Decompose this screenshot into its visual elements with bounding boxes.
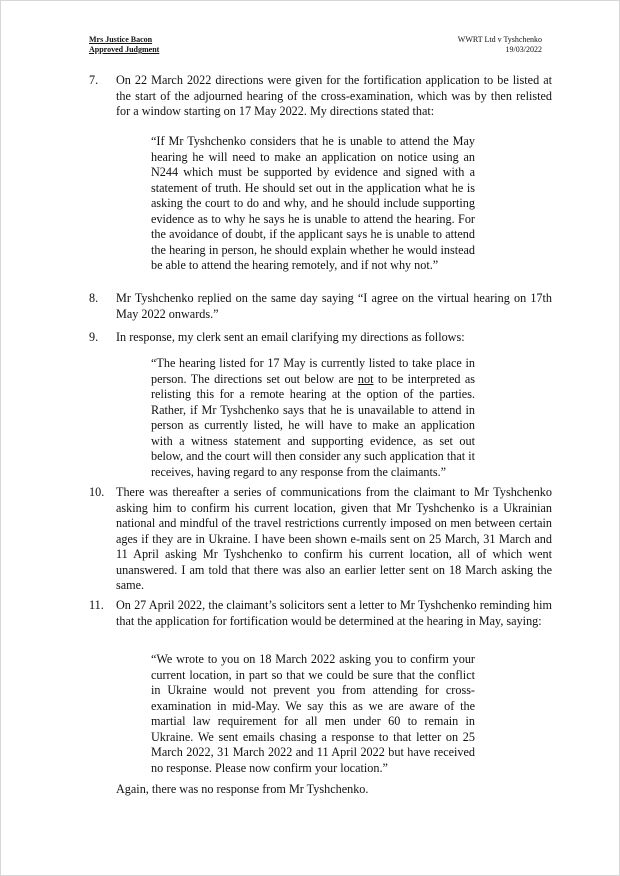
paragraph-number: 10.	[89, 485, 105, 499]
quote-text-before: “The hearing listed for 17 May is currently listed to take place in person. The directions set out below are	[151, 356, 475, 386]
paragraph-9	[89, 330, 552, 346]
paragraph-text: In response, my clerk sent an email clarifying my directions as follows:	[116, 330, 465, 344]
judgment-date: 19/03/2022	[505, 45, 542, 54]
paragraph-11-closing: Again, there was no response from Mr Tyshchenko.	[116, 782, 369, 796]
paragraph-number: 11.	[89, 598, 104, 612]
paragraph-number: 8.	[89, 291, 99, 305]
paragraph-text: There was thereafter a series of communications from the claimant to Mr Tyshchenko asking him to confirm his current location, given that Mr Tyshchenko is a Ukrainian national and mindful of the travel restrictions currently imposed on men between certain ages if they are in Ukraine. I have been shown e-mails sent on 25 March, 31 March and 11 April asking Mr Tyshchenko to confirm his current location, all of which went unanswered. I am told that there was also an earlier letter sent on 18 March asking the same.	[116, 485, 552, 592]
paragraph-number: 7.	[89, 73, 99, 87]
paragraph-text: Mr Tyshchenko replied on the same day saying “I agree on the virtual hearing on 17th May 2022 onwards.”	[116, 291, 552, 321]
judge-name: Mrs Justice Bacon	[89, 35, 153, 44]
paragraph-11	[89, 598, 552, 629]
case-name: WWRT Ltd v Tyshchenko	[457, 35, 542, 44]
page-header-right	[458, 35, 542, 55]
quote-solicitors-letter: “We wrote to you on 18 March 2022 asking you to confirm your current location, in part so that we could be sure that the conflict in Ukraine would not prevent you from attending for cross-examination in mid-May. We say this as we are aware of the martial law requirement for all men under 60 to remain in Ukraine. We sent emails chasing a response to that letter on 25 March 2022, 31 March 2022 and 11 April 2022 but have received no response. Please now confirm your location.”	[151, 652, 475, 775]
judgment-status: Approved Judgment	[89, 45, 160, 54]
paragraph-10	[89, 485, 552, 594]
paragraph-8	[89, 291, 552, 322]
paragraph-number: 9.	[89, 330, 99, 344]
quote-directions: “If Mr Tyshchenko considers that he is unable to attend the May hearing he will need to make an application on notice using an N244 which must be supported by evidence and signed with a statement of truth. He should set out in the application what he is asking the court to do and why, and he should include supporting evidence as to why he says he is unable to attend the hearing. For the avoidance of doubt, if the applicant says he is unable to attend the hearing in person, he should explain whether he would instead be able to attend the hearing remotely, and if not why not.”	[151, 134, 475, 272]
quote-text-after: to be interpreted as relisting this for a remote hearing at the option of the parties. Rather, if Mr Tyshchenko says that he is unavailable to attend in person as currently listed, he will have to make an application with a witness statement and supporting evidence, as set out below, and the court will then consider any such application that it receives, having regard to any response from the claimants.”	[151, 371, 476, 479]
paragraph-text: On 27 April 2022, the claimant’s solicitors sent a letter to Mr Tyshchenko reminding him that the application for fortification would be determined at the hearing in May, saying:	[116, 598, 552, 628]
paragraph-text: On 22 March 2022 directions were given for the fortification application to be listed at the start of the adjourned hearing of the cross-examination, which was by then relisted for a window starting on 17 May 2022. My directions stated that:	[116, 73, 552, 118]
quote-clerk-email	[151, 356, 475, 480]
page-header-left	[89, 35, 159, 55]
quote-emphasis: not	[357, 371, 374, 386]
paragraph-7	[89, 73, 552, 120]
